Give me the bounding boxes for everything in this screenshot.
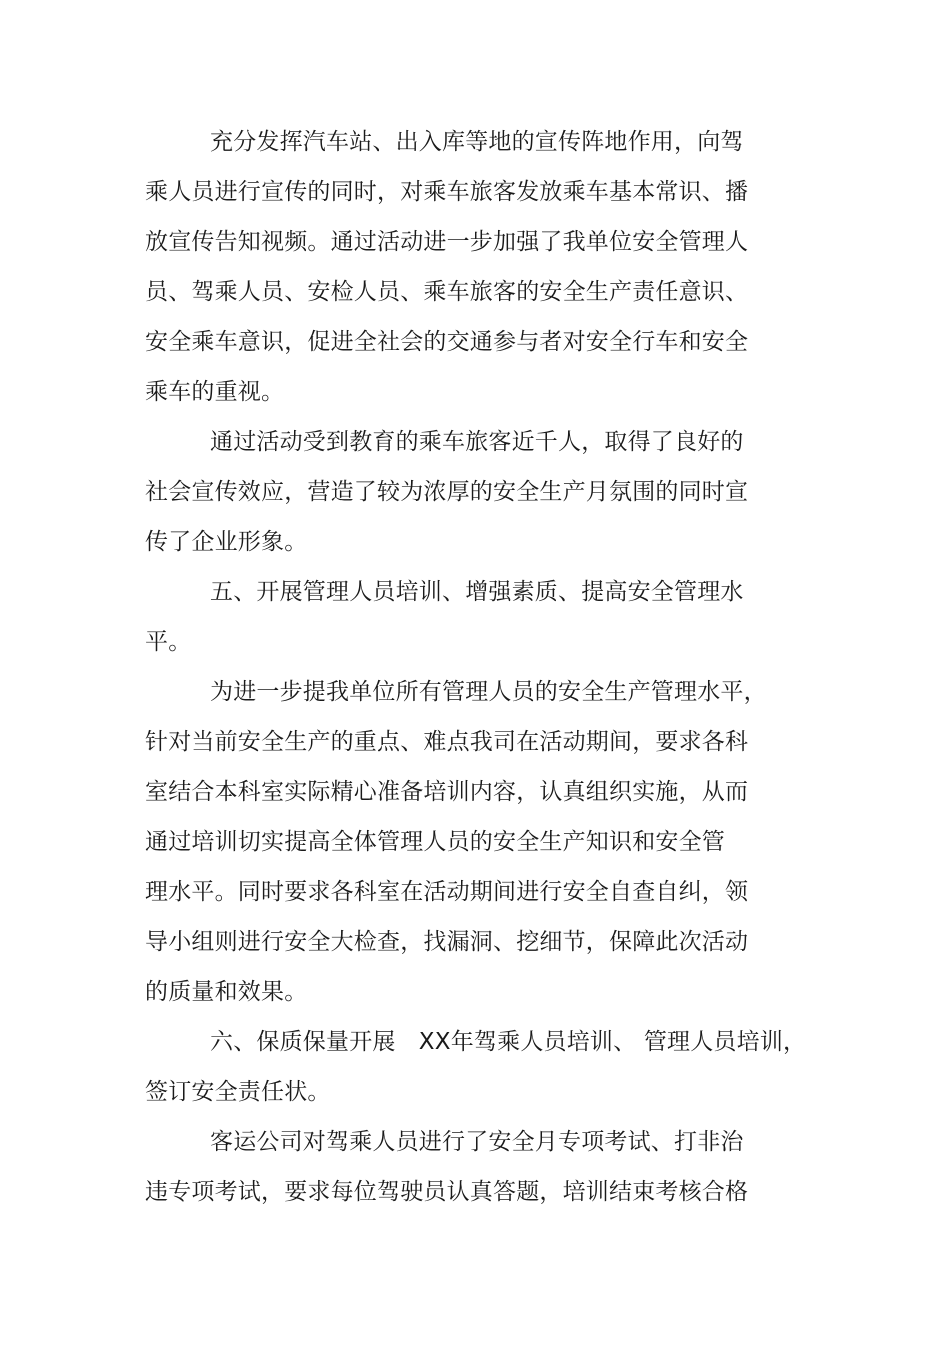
text-line: 违专项考试，要求每位驾驶员认真答题，培训结束考核合格 bbox=[145, 1179, 749, 1205]
text-line: 乘车的重视。 bbox=[145, 379, 285, 405]
text-line: 导小组则进行安全大检查，找漏洞、挖细节，保障此次活动 bbox=[145, 929, 749, 955]
text-line: 乘人员进行宣传的同时，对乘车旅客发放乘车基本常识、播 bbox=[145, 179, 749, 205]
text-line: 针对当前安全生产的重点、难点我司在活动期间，要求各科 bbox=[145, 729, 749, 755]
text-line: 为进一步提我单位所有管理人员的安全生产管理水平， bbox=[210, 679, 767, 705]
section-heading-continued: 签订安全责任状。 bbox=[145, 1079, 331, 1105]
text-line: 通过培训切实提高全体管理人员的安全生产知识和安全管 bbox=[145, 829, 725, 855]
text-line: 室结合本科室实际精心准备培训内容，认真组织实施，从而 bbox=[145, 779, 749, 805]
text-line: 通过活动受到教育的乘车旅客近千人，取得了良好的 bbox=[210, 429, 744, 455]
text-line: 安全乘车意识，促进全社会的交通参与者对安全行车和安全 bbox=[145, 329, 749, 355]
section-heading: 六、保质保量开展 XX年驾乘人员培训、 管理人员培训， bbox=[210, 1029, 807, 1055]
text-line: 的质量和效果。 bbox=[145, 979, 308, 1005]
text-line: 客运公司对驾乘人员进行了安全月专项考试、打非治 bbox=[210, 1129, 744, 1155]
text-line: 充分发挥汽车站、出入库等地的宣传阵地作用，向驾 bbox=[210, 129, 744, 155]
section-heading-continued: 平。 bbox=[145, 629, 192, 655]
text-line: 员、驾乘人员、安检人员、乘车旅客的安全生产责任意识、 bbox=[145, 279, 749, 305]
text-line: 传了企业形象。 bbox=[145, 529, 308, 555]
text-line: 社会宣传效应，营造了较为浓厚的安全生产月氛围的同时宣 bbox=[145, 479, 749, 505]
text-line: 理水平。同时要求各科室在活动期间进行安全自查自纠，领 bbox=[145, 879, 749, 905]
text-line: 放宣传告知视频。通过活动进一步加强了我单位安全管理人 bbox=[145, 229, 749, 255]
section-heading: 五、开展管理人员培训、增强素质、提高安全管理水 bbox=[210, 579, 744, 605]
